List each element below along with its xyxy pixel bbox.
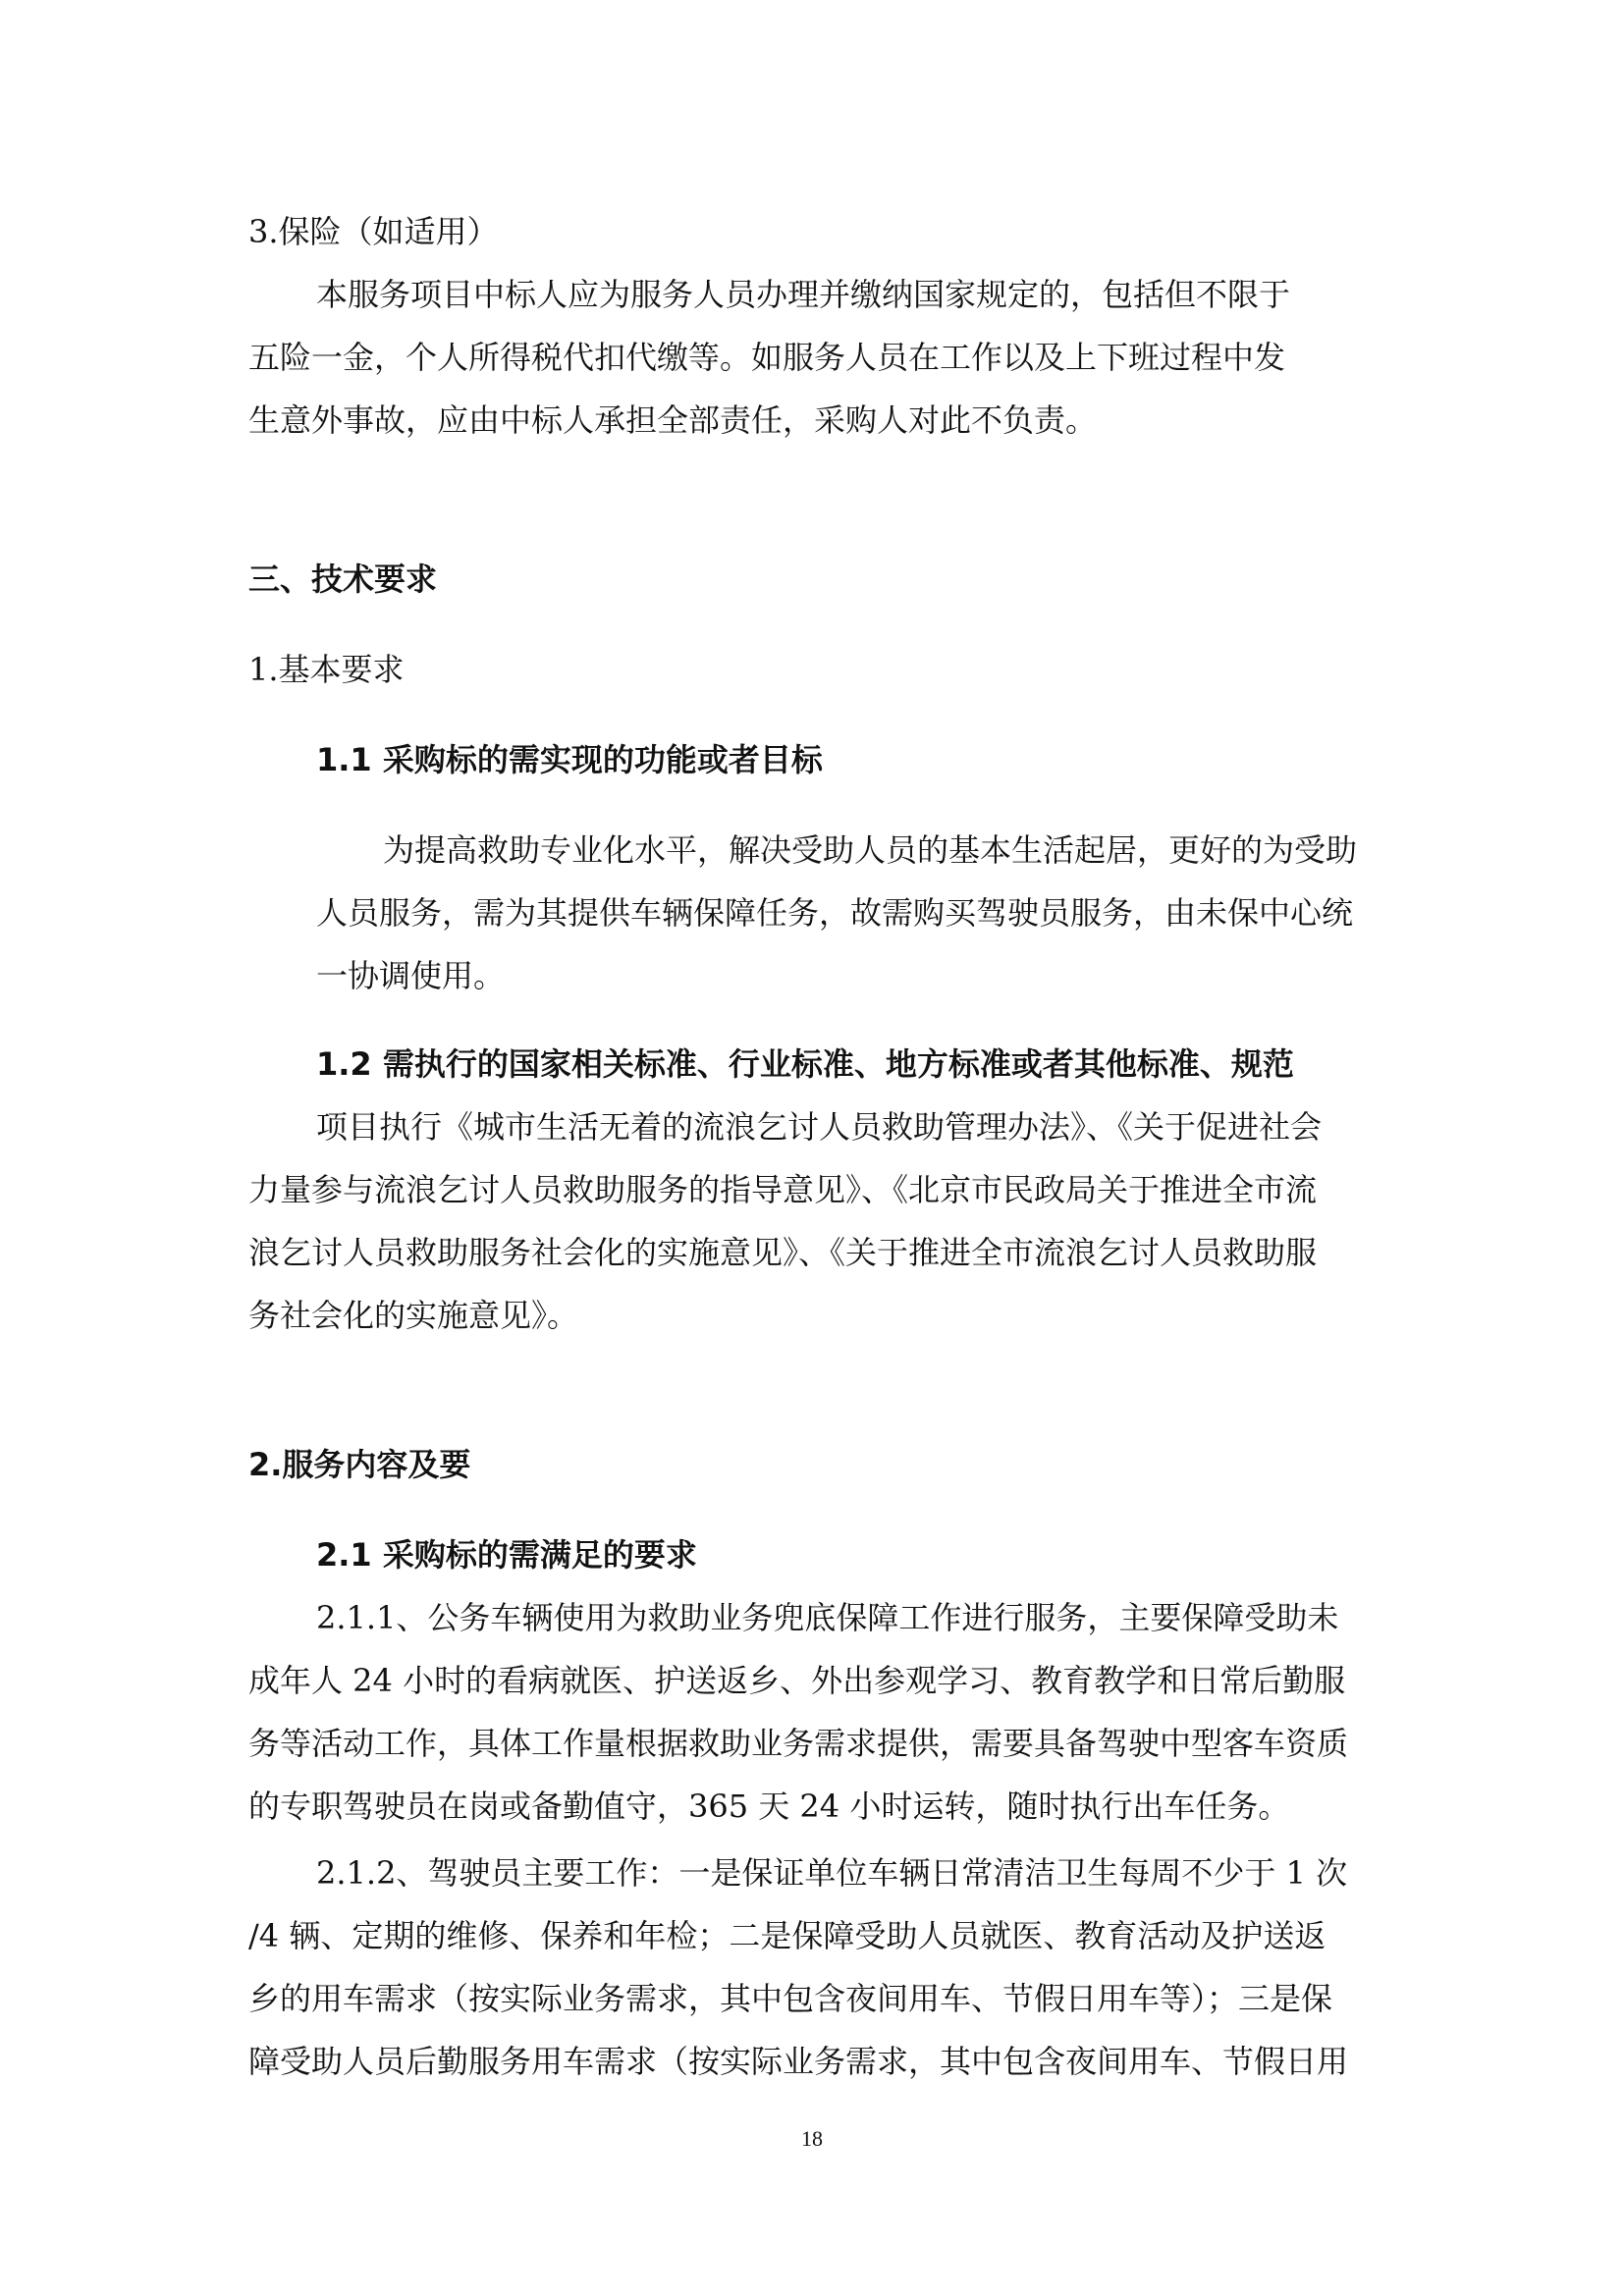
technical-requirements-heading: 三、技术要求 — [248, 561, 438, 598]
standards-line-4: 务社会化的实施意见》。 — [248, 1297, 579, 1334]
item-2-1-1-line-3: 务等活动工作，具体工作量根据救助业务需求提供，需要具备驾驶中型客车资质 — [248, 1725, 1349, 1762]
function-goal-line-1: 为提高救助专业化水平，解决受助人员的基本生活起居，更好的为受助 — [383, 831, 1358, 869]
insurance-paragraph-line-2: 五险一金，个人所得税代扣代缴等。如服务人员在工作以及上下班过程中发 — [248, 339, 1286, 376]
standards-line-2: 力量参与流浪乞讨人员救助服务的指导意见》、《北京市民政局关于推进全市流 — [248, 1171, 1318, 1208]
service-content-heading: 2.服务内容及要 — [248, 1446, 471, 1483]
insurance-paragraph-line-1: 本服务项目中标人应为服务人员办理并缴纳国家规定的，包括但不限于 — [316, 276, 1291, 313]
function-goal-line-3: 一协调使用。 — [316, 957, 506, 994]
insurance-paragraph-line-3: 生意外事故，应由中标人承担全部责任，采购人对此不负责。 — [248, 401, 1098, 439]
requirements-heading: 2.1 采购标的需满足的要求 — [316, 1536, 697, 1574]
standards-line-1: 项目执行《城市生活无着的流浪乞讨人员救助管理办法》、《关于促进社会 — [316, 1108, 1323, 1146]
item-2-1-1-line-2: 成年人 24 小时的看病就医、护送返乡、外出参观学习、教育教学和日常后勤服 — [248, 1662, 1346, 1699]
item-2-1-2-line-2: /4 辆、定期的维修、保养和年检；二是保障受助人员就医、教育活动及护送返 — [248, 1917, 1326, 1954]
page-number: 18 — [801, 2126, 823, 2151]
function-goal-line-2: 人员服务，需为其提供车辆保障任务，故需购买驾驶员服务，由未保中心统 — [316, 894, 1354, 932]
function-goal-heading: 1.1 采购标的需实现的功能或者目标 — [316, 741, 823, 778]
standards-heading: 1.2 需执行的国家相关标准、行业标准、地方标准或者其他标准、规范 — [316, 1045, 1294, 1083]
basic-requirements-heading: 1.基本要求 — [248, 651, 405, 688]
item-2-1-1-line-4: 的专职驾驶员在岗或备勤值守，365 天 24 小时运转，随时执行出车任务。 — [248, 1788, 1290, 1825]
standards-line-3: 浪乞讨人员救助服务社会化的实施意见》、《关于推进全市流浪乞讨人员救助服 — [248, 1234, 1318, 1271]
item-2-1-2-line-4: 障受助人员后勤服务用车需求（按实际业务需求，其中包含夜间用车、节假日用 — [248, 2043, 1349, 2080]
item-2-1-2-line-3: 乡的用车需求（按实际业务需求，其中包含夜间用车、节假日用车等）；三是保 — [248, 1980, 1333, 2017]
item-2-1-2-line-1: 2.1.2、驾驶员主要工作：一是保证单位车辆日常清洁卫生每周不少于 1 次 — [316, 1854, 1348, 1892]
insurance-heading: 3.保险（如适用） — [248, 213, 499, 250]
item-2-1-1-line-1: 2.1.1、公务车辆使用为救助业务兜底保障工作进行服务，主要保障受助未 — [316, 1599, 1339, 1636]
